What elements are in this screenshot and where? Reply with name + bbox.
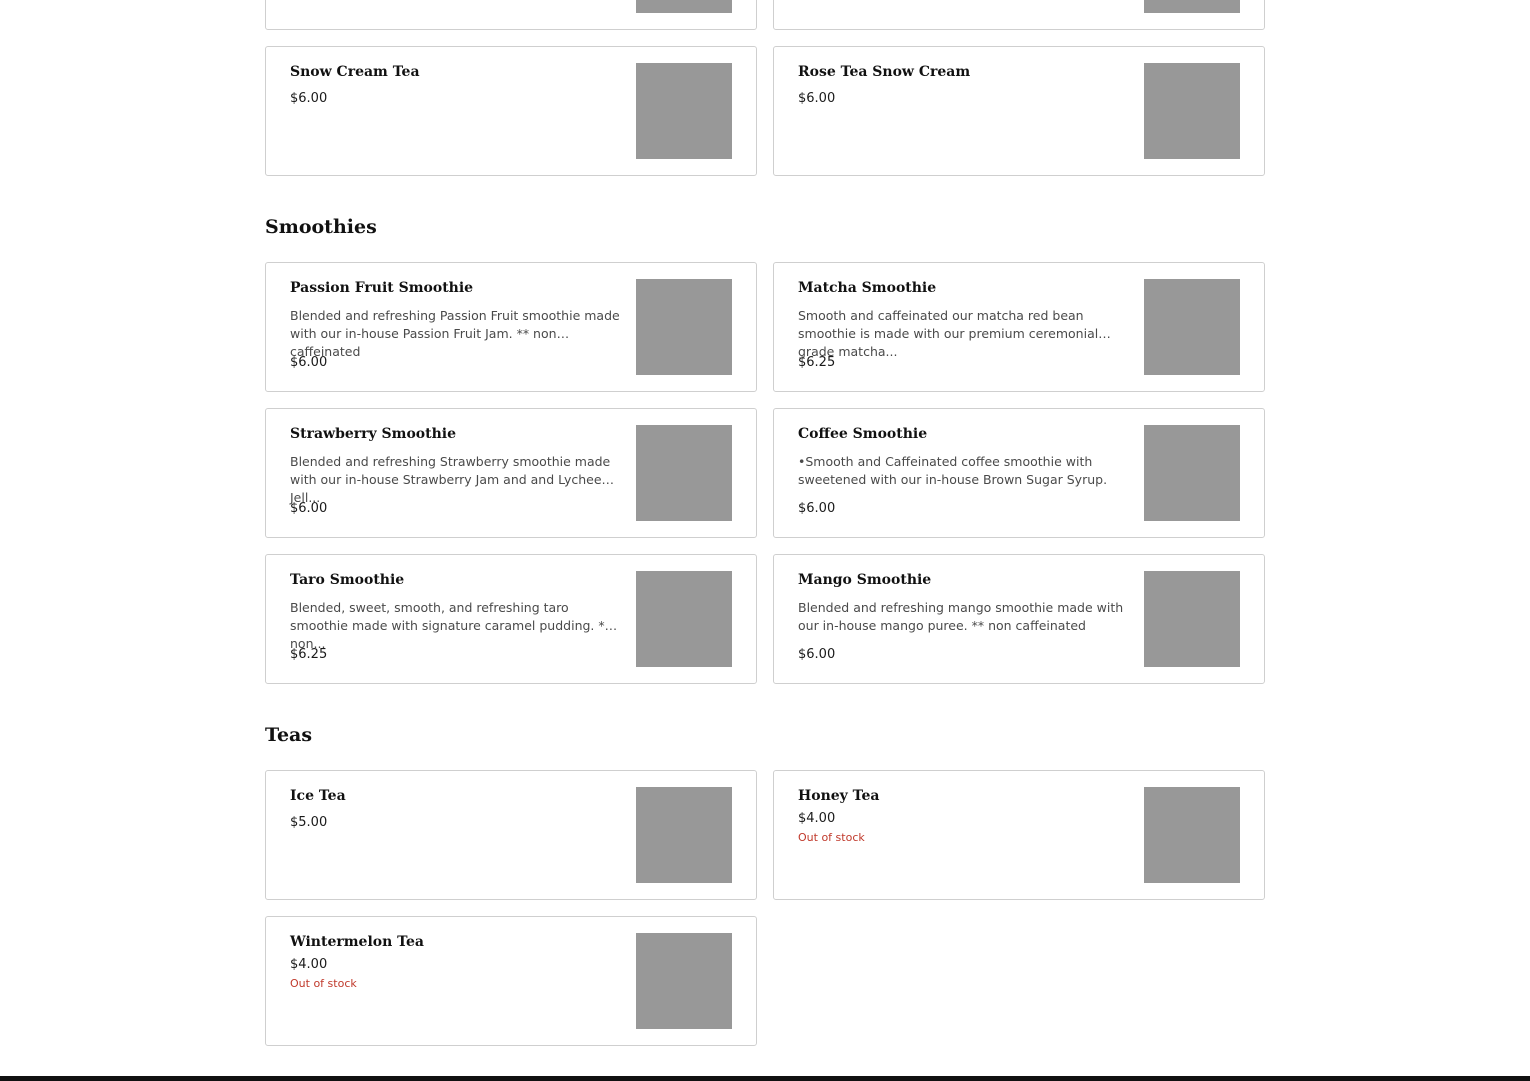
menu-item-card[interactable] — [773, 46, 1265, 176]
item-name: Wintermelon Tea — [290, 934, 424, 950]
menu-item-card-partial[interactable] — [265, 0, 757, 30]
menu-item-card[interactable] — [773, 262, 1265, 392]
item-price: $6.25 — [290, 647, 328, 662]
menu-item-card[interactable] — [773, 408, 1265, 538]
item-description: Smooth and caffeinated our matcha red bean smoothie is made with our premium ceremonial grade matcha... — [798, 308, 1099, 359]
item-name: Ice Tea — [290, 788, 346, 804]
menu-item-card[interactable] — [265, 770, 757, 900]
item-price: $4.00 — [290, 957, 328, 972]
out-of-stock-label: Out of stock — [798, 831, 865, 844]
item-name: Taro Smoothie — [290, 572, 405, 588]
item-image — [1144, 425, 1240, 521]
item-price: $6.00 — [290, 91, 328, 106]
item-description: Blended and refreshing Strawberry smoothie made with our in-house Strawberry Jam and and Lychee Jell... — [290, 454, 611, 505]
menu-item-card[interactable] — [265, 916, 757, 1046]
out-of-stock-label: Out of stock — [290, 977, 357, 990]
item-image — [1144, 63, 1240, 159]
item-image — [636, 279, 732, 375]
item-image — [636, 933, 732, 1029]
item-name: Coffee Smoothie — [798, 426, 928, 442]
item-description: Blended, sweet, smooth, and refreshing taro smoothie made with signature caramel pudding. ** non... — [290, 600, 611, 651]
item-image — [1144, 0, 1240, 13]
menu-grid-teas — [265, 770, 1265, 1046]
item-name: Strawberry Smoothie — [290, 426, 457, 442]
item-image — [636, 571, 732, 667]
item-image — [636, 63, 732, 159]
item-name: Matcha Smoothie — [798, 280, 937, 296]
item-image — [636, 787, 732, 883]
menu-grid-smoothies — [265, 262, 1265, 684]
footer-bar — [0, 1076, 1530, 1081]
item-description: Blended and refreshing mango smoothie made with our in-house mango puree. ** non caffeinated — [798, 600, 1124, 633]
item-name: Mango Smoothie — [798, 572, 932, 588]
item-name: Snow Cream Tea — [290, 64, 420, 80]
menu-item-card[interactable] — [773, 770, 1265, 900]
item-name: Honey Tea — [798, 788, 880, 804]
item-price: $6.00 — [798, 91, 836, 106]
item-price: $6.00 — [798, 501, 836, 516]
item-image — [636, 425, 732, 521]
item-price: $6.00 — [290, 501, 328, 516]
item-image — [1144, 787, 1240, 883]
menu-item-card[interactable] — [773, 554, 1265, 684]
item-price: $6.25 — [798, 355, 836, 370]
item-description: •Smooth and Caffeinated coffee smoothie with sweetened with our in-house Brown Sugar Syrup. — [798, 454, 1108, 487]
menu-item-card[interactable] — [265, 554, 757, 684]
item-name: Passion Fruit Smoothie — [290, 280, 474, 296]
item-image — [636, 0, 732, 13]
menu-grid-snow-cream — [265, 46, 1265, 176]
item-price: $4.00 — [798, 811, 836, 826]
menu-item-card[interactable] — [265, 262, 757, 392]
item-image — [1144, 571, 1240, 667]
menu-item-card[interactable] — [265, 46, 757, 176]
item-description: Blended and refreshing Passion Fruit smoothie made with our in-house Passion Fruit Jam. ** non caffeinated — [290, 308, 620, 359]
menu-item-card[interactable] — [265, 408, 757, 538]
item-image — [1144, 279, 1240, 375]
item-price: $5.00 — [290, 815, 328, 830]
item-price: $6.00 — [290, 355, 328, 370]
menu-item-card-partial[interactable] — [773, 0, 1265, 30]
item-name: Rose Tea Snow Cream — [798, 64, 971, 80]
section-title-teas: Teas — [265, 724, 313, 746]
section-title-smoothies: Smoothies — [265, 216, 377, 238]
item-price: $6.00 — [798, 647, 836, 662]
